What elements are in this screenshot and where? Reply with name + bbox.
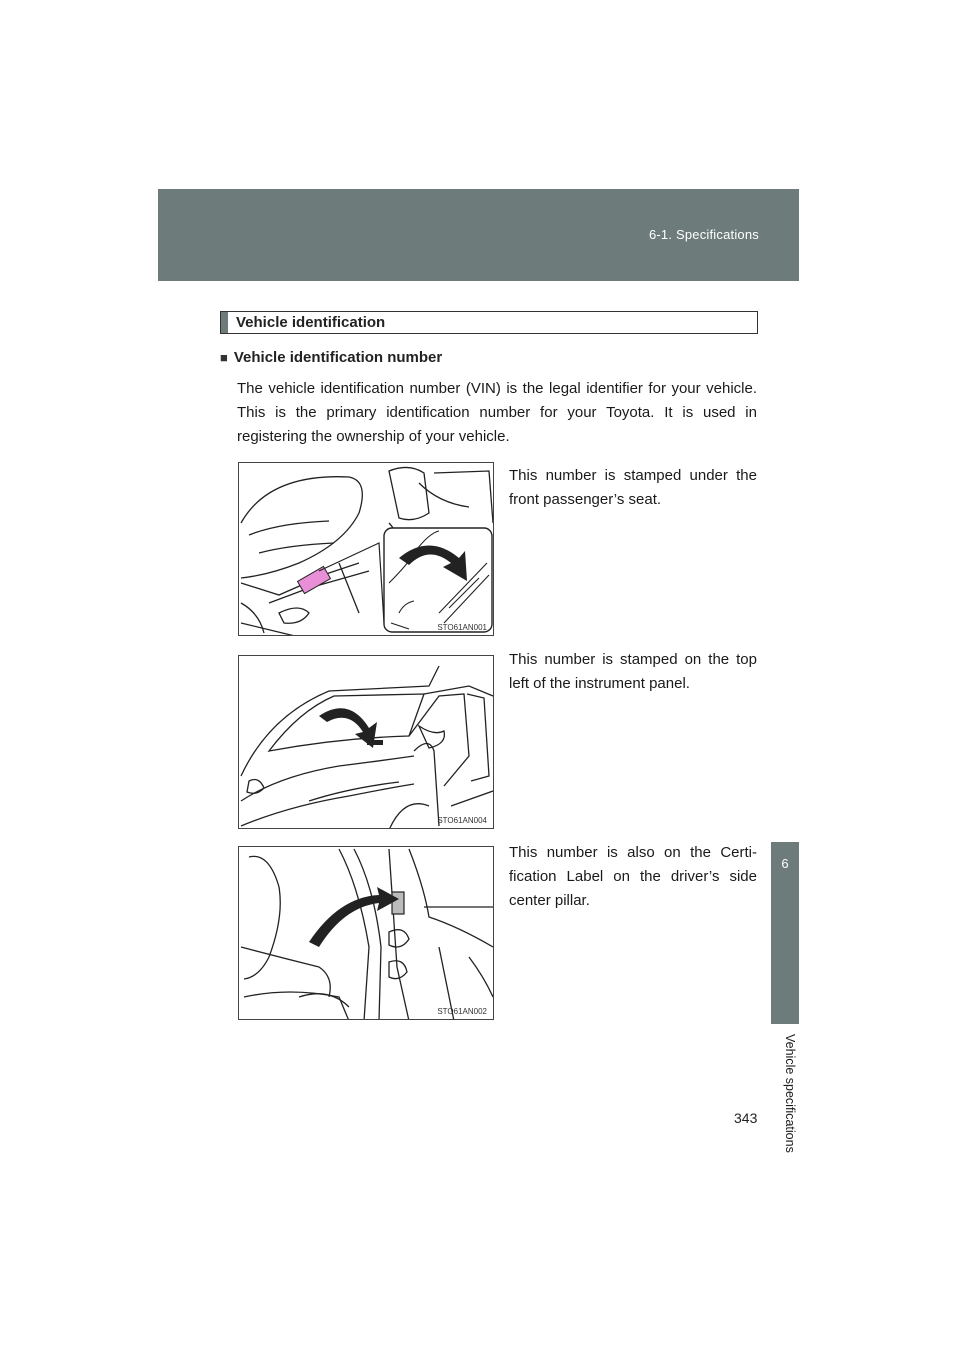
figure-code: STO61AN001 [437,623,487,632]
figure-center-pillar [238,846,494,1020]
intro-paragraph: The vehicle identification number (VIN) is the legal identifier for your vehicle. This is the primary identification number for your Toyota. It is used in registering the ownership of your vehicle. [237,380,757,445]
figure-caption: This number is also on the Certi-fication Label on the driver’s side center pillar. [509,844,757,909]
page-number: 343 [734,1110,758,1126]
header-band [158,189,799,281]
figure-code: STO61AN002 [437,1007,487,1016]
section-breadcrumb: 6-1. Specifications [648,227,759,242]
chapter-tab[interactable] [771,842,799,1024]
subheading-text: Vehicle identification number [233,349,443,366]
chapter-number: 6 [781,856,789,871]
figure-code: STO61AN004 [437,816,487,825]
subheading [220,349,442,366]
figure-instrument-panel [238,655,494,829]
section-heading-bar [221,312,228,333]
section-title: Vehicle identification [236,314,386,331]
section-heading-box [220,311,758,334]
windshield-illustration [239,656,494,829]
chapter-title: Vehicle specifications [783,1034,797,1153]
figure-under-seat [238,462,494,636]
square-bullet-icon: ■ [220,350,228,365]
figure-caption: This number is stamped on the top left of the instrument panel. [509,651,757,692]
seat-illustration [239,463,494,636]
pillar-illustration [239,847,494,1020]
figure-caption: This number is stamped under the front passenger’s seat. [509,467,757,508]
